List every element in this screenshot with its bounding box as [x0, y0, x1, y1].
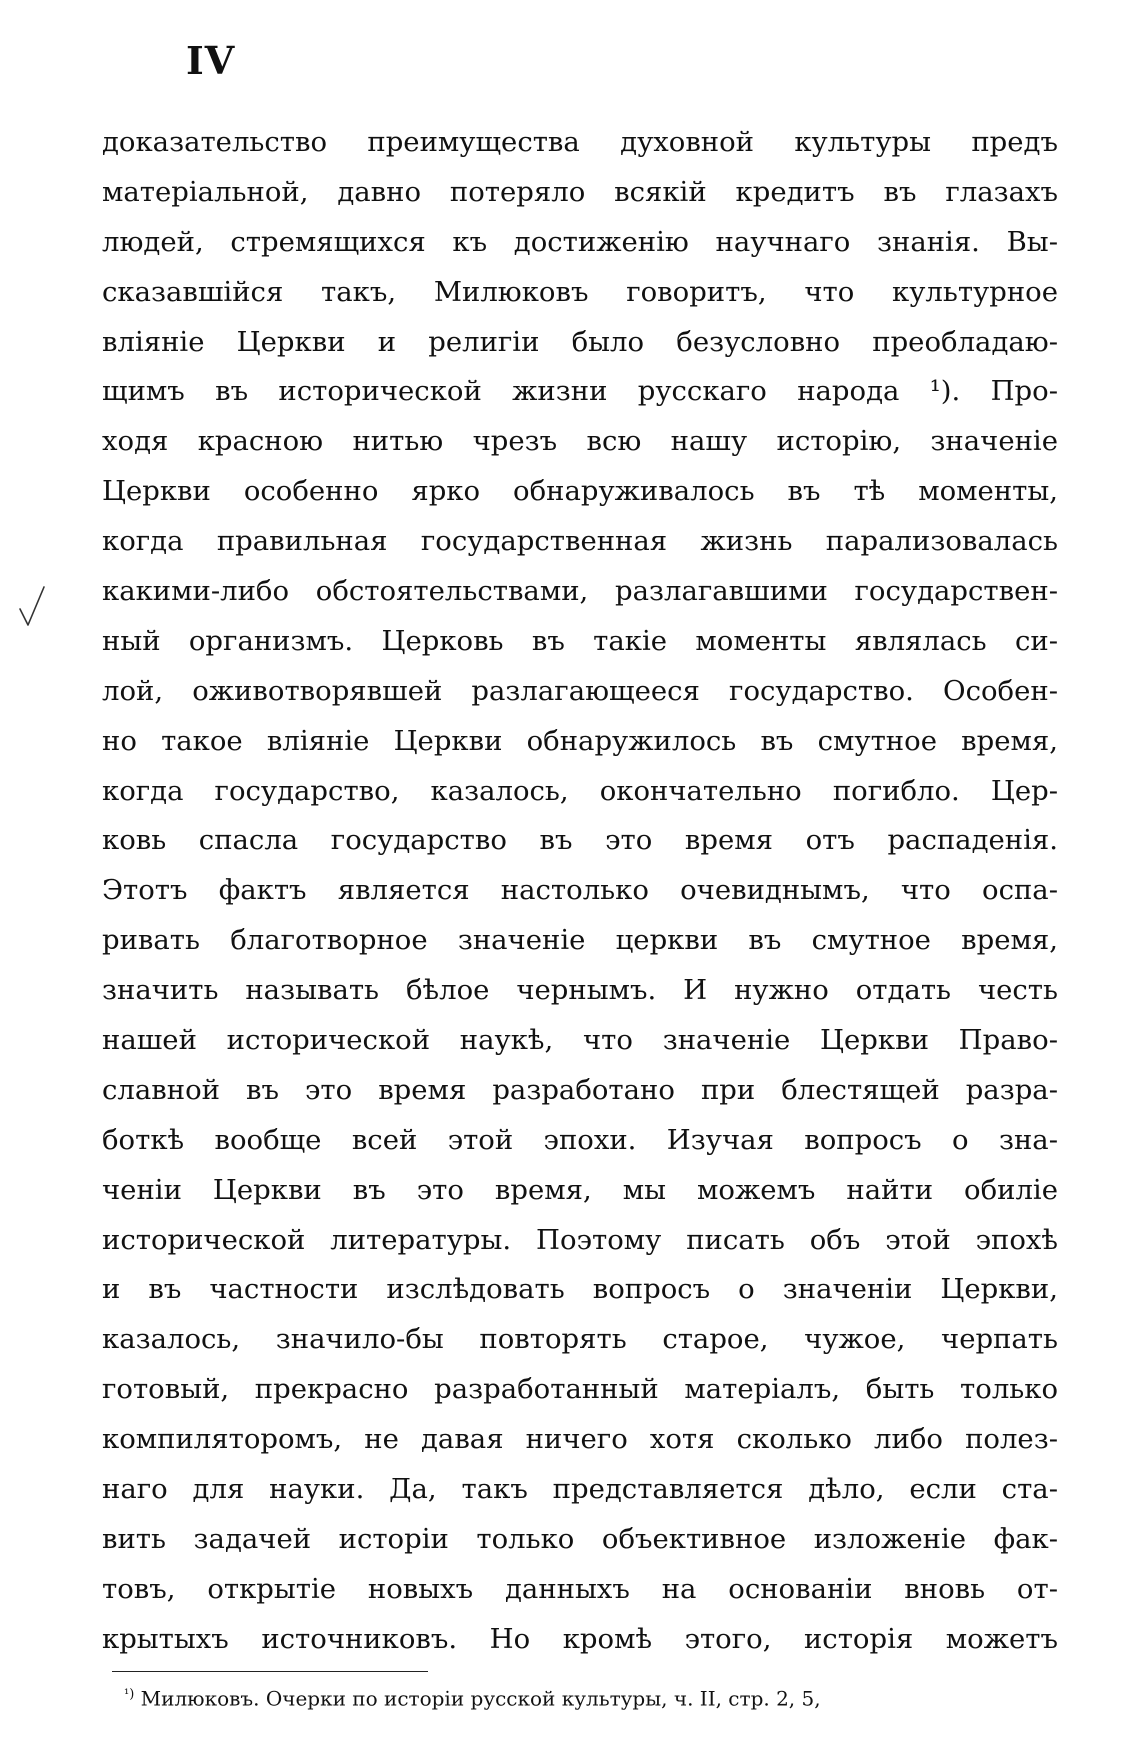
- text-line: сказавшійся такъ, Милюковъ говоритъ, что культурное: [102, 275, 1058, 308]
- text-line: товъ, открытіе новыхъ данныхъ на основаніи вновь от-: [102, 1572, 1058, 1605]
- text-line: ривать благотворное значеніе церкви въ смутное время,: [102, 924, 1058, 957]
- footnote: [124, 1682, 1044, 1712]
- text-line: и въ частности изслѣдовать вопросъ о значеніи Церкви,: [102, 1273, 1058, 1306]
- text-line: исторической литературы. Поэтому писать объ этой эпохѣ: [102, 1223, 1058, 1256]
- text-line: боткѣ вообще всей этой эпохи. Изучая вопросъ о зна-: [102, 1123, 1058, 1156]
- text-line: Церкви особенно ярко обнаруживалось въ тѣ моменты,: [102, 475, 1058, 508]
- text-line: доказательство преимущества духовной культуры предъ: [102, 126, 1058, 158]
- footnote-text: Милюковъ. Очерки по исторіи русской культуры, ч. II, стр. 2, 5,: [140, 1686, 821, 1711]
- text-line: когда правильная государственная жизнь парализовалась: [102, 525, 1058, 558]
- body-text: [102, 118, 1058, 1665]
- text-line: ный организмъ. Церковь въ такіе моменты являлась си-: [102, 624, 1058, 657]
- text-line: казалось, значило-бы повторять старое, чужое, черпать: [102, 1323, 1058, 1356]
- text-line: наго для науки. Да, такъ представляется дѣло, если ста-: [102, 1473, 1058, 1506]
- text-line: вліяніе Церкви и религіи было безусловно преобладаю-: [102, 325, 1058, 358]
- text-line: но такое вліяніе Церкви обнаружилось въ смутное время,: [102, 724, 1058, 757]
- text-line: значить называть бѣлое чернымъ. И нужно отдать честь: [102, 974, 1058, 1007]
- text-line: щимъ въ исторической жизни русскаго народа ¹). Про-: [102, 375, 1058, 408]
- text-line: славной въ это время разработано при блестящей разра-: [102, 1073, 1058, 1106]
- text-line: Этотъ фактъ является настолько очевиднымъ, что оспа-: [102, 874, 1058, 907]
- text-line: лой, оживотворявшей разлагающееся государство. Особен-: [102, 674, 1058, 707]
- text-line: ковь спасла государство въ это время отъ распаденія.: [102, 824, 1058, 857]
- text-line: вить задачей исторіи только объективное изложеніе фак-: [102, 1522, 1058, 1555]
- text-line: какими-либо обстоятельствами, разлагавшими государствен-: [102, 575, 1058, 608]
- text-line: людей, стремящихся къ достиженію научнаго знанія. Вы-: [102, 225, 1058, 258]
- footnote-marker: ¹): [124, 1687, 135, 1702]
- text-line: крытыхъ источниковъ. Но кромѣ этого, исторія можетъ: [102, 1622, 1058, 1655]
- page-number: IV: [186, 38, 236, 83]
- text-line: компиляторомъ, не давая ничего хотя сколько либо полез-: [102, 1423, 1058, 1456]
- text-line: готовый, прекрасно разработанный матеріалъ, быть только: [102, 1373, 1058, 1406]
- text-line: ченіи Церкви въ это время, мы можемъ найти обиліе: [102, 1173, 1058, 1206]
- checkmark-icon: [18, 585, 46, 627]
- text-line: ходя красною нитью чрезъ всю нашу исторію, значеніе: [102, 425, 1058, 458]
- text-line: матеріальной, давно потеряло всякій кредитъ въ глазахъ: [102, 175, 1058, 208]
- text-line: нашей исторической наукѣ, что значеніе Церкви Право-: [102, 1024, 1058, 1057]
- footnote-divider: [112, 1671, 428, 1672]
- text-line: когда государство, казалось, окончательно погибло. Цер-: [102, 774, 1058, 807]
